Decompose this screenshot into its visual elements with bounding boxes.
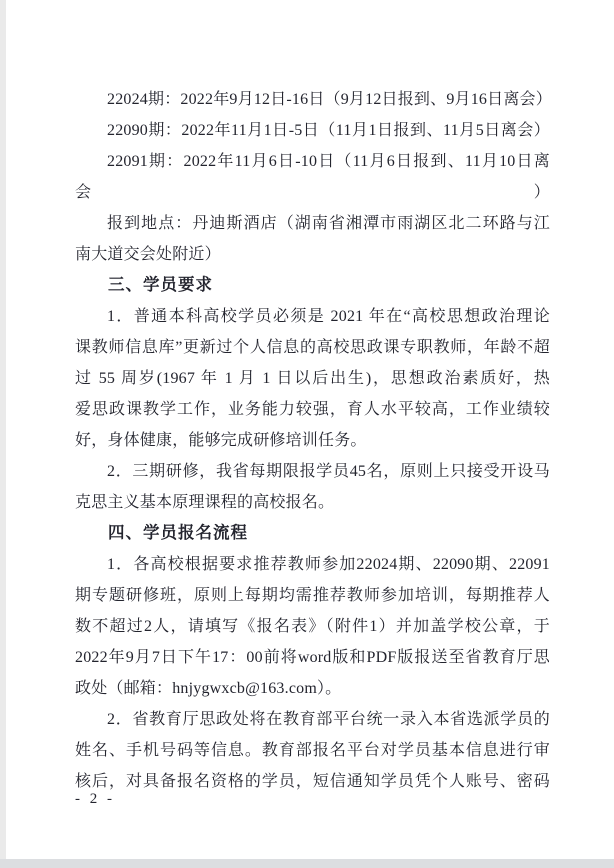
requirement-item-1-line-2: 课教师信息库”更新过个人信息的高校思政课专职教师，年龄不超: [75, 339, 550, 356]
session-22091-dates: 22091期：2022年11月6日-10日（11月6日报到、11月10日离会）: [75, 153, 550, 201]
document-body: [75, 84, 550, 797]
registration-step-2-line-2: 姓名、手机号码等信息。教育部报名平台对学员基本信息进行审: [75, 742, 550, 759]
requirement-item-2-line-2: 克思主义基本原理课程的高校报名。: [75, 494, 335, 511]
registration-step-1-line-2: 期专题研修班，原则上每期均需推荐教师参加培训，每期推荐人: [75, 587, 550, 604]
registration-step-1-line-4: 2022年9月7日下午17：00前将word版和PDF版报送至省教育厅思: [75, 649, 550, 666]
registration-step-1-line-1: 1．各高校根据要求推荐教师参加22024期、22090期、22091: [107, 556, 550, 573]
requirement-item-1-line-3: 过 55 周岁(1967 年 1 月 1 日以后出生)，思想政治素质好，热: [75, 370, 550, 387]
registration-step-1-line-3: 数不超过2人，请填写《报名表》（附件1）并加盖学校公章，于: [75, 618, 550, 635]
checkin-location-line-1: 报到地点：丹迪斯酒店（湖南省湘潭市雨湖区北二环路与江: [107, 215, 550, 232]
session-22024-dates: 22024期：2022年9月12日-16日（9月12日报到、9月16日离会）: [107, 91, 552, 108]
section-heading-trainee-requirements: 三、学员要求: [108, 276, 213, 294]
requirement-item-1-line-1: 1．普通本科高校学员必须是 2021 年在“高校思想政治理论: [107, 308, 550, 325]
registration-step-2-line-1: 2．省教育厅思政处将在教育部平台统一录入本省选派学员的: [107, 711, 550, 728]
page-number: - 2 -: [75, 791, 115, 807]
page-left-edge: [0, 0, 6, 868]
registration-step-1-line-5: 政处（邮箱：hnjygwxcb@163.com）。: [75, 680, 342, 697]
page-bottom-edge: [0, 859, 614, 868]
registration-step-2-line-3: 核后，对具备报名资格的学员，短信通知学员凭个人账号、密码: [75, 773, 550, 790]
session-22090-dates: 22090期：2022年11月1日-5日（11月1日报到、11月5日离会）: [107, 122, 550, 139]
requirement-item-1-line-4: 爱思政课教学工作，业务能力较强，育人水平较高，工作业绩较: [75, 401, 550, 418]
requirement-item-1-line-5: 好，身体健康，能够完成研修培训任务。: [75, 432, 367, 449]
requirement-item-2-line-1: 2．三期研修，我省每期限报学员45名，原则上只接受开设马: [107, 463, 550, 480]
checkin-location-line-2: 南大道交会处附近）: [75, 246, 221, 263]
section-heading-registration-process: 四、学员报名流程: [108, 524, 248, 542]
